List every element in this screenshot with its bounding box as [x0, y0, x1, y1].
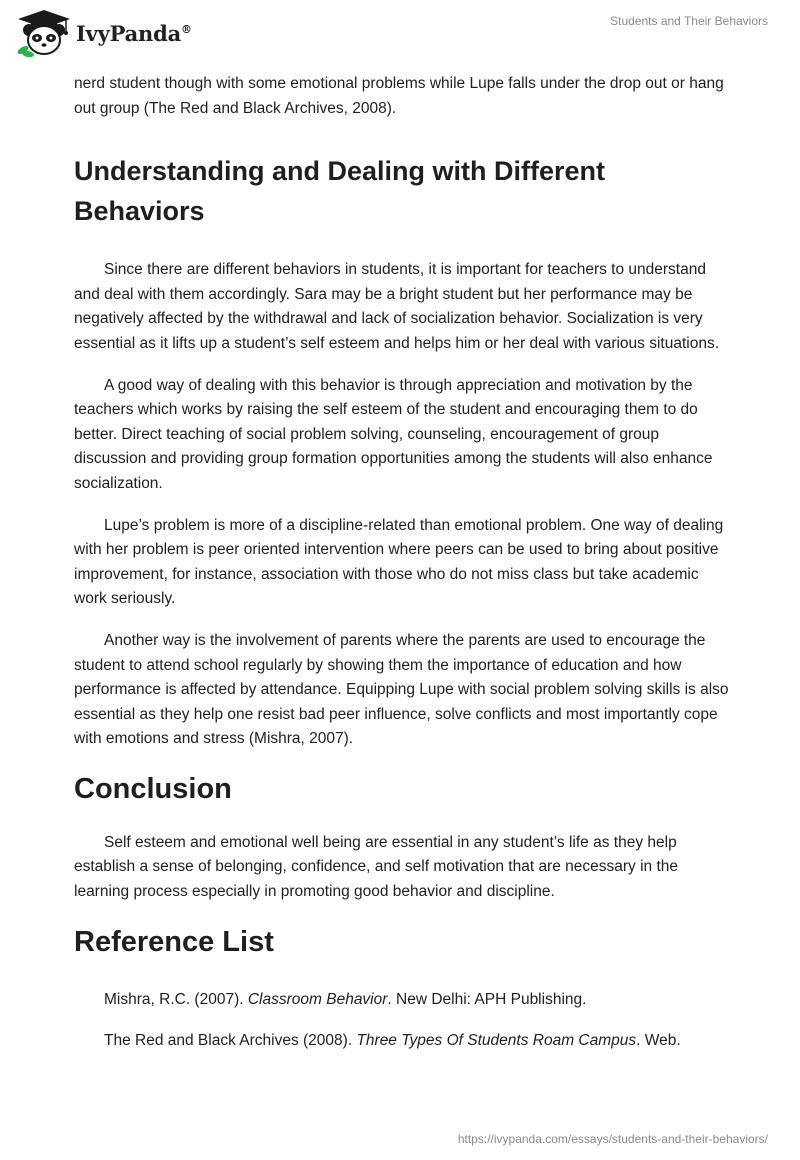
reference-item: The Red and Black Archives (2008). Three Types Of Students Roam Campus. Web. [104, 1032, 681, 1050]
paragraph: Lupe’s problem is more of a discipline-related than emotional problem. One way of dealing with her problem is peer oriented intervention where peers can be used to bring about positive improvement, for instance, association with those who do not miss class but take academic work seriously. [74, 516, 724, 608]
paragraph: A good way of dealing with this behavior is through appreciation and motivation by the teachers which works by raising the self esteem of the student and encouraging them to do better. Direct teaching of social problem solving, counseling, encouragement of group discussion and providing group formation opportunities among the students will also enhance socialization. [74, 376, 713, 492]
page-header [0, 0, 800, 64]
conclusion-paragraph: Self esteem and emotional well being are essential in any student’s life as they help establish a sense of belonging, confidence, and self motivation that are necessary in the learning process especially in promoting good behavior and discipline. [74, 833, 679, 901]
panda-graduation-cap-icon [14, 8, 74, 58]
reference-title: Classroom Behavior [247, 990, 388, 1008]
section-heading-references: Reference List [74, 925, 274, 958]
reference-item: Mishra, R.C. (2007). Classroom Behavior. New Delhi: APH Publishing. [104, 990, 587, 1008]
reference-title: Three Types Of Students Roam Campus [356, 1032, 637, 1050]
document-title: Students and Their Behaviors [610, 14, 768, 28]
essay-content [74, 72, 730, 1071]
section-heading-conclusion: Conclusion [74, 772, 232, 805]
intro-paragraph: nerd student though with some emotional problems while Lupe falls under the drop out or hang out group (The Red and Black Archives, 2008). [74, 75, 724, 117]
brand-name: IvyPanda® [76, 20, 192, 46]
section-heading-understanding: Understanding and Dealing with Different Behaviors [74, 156, 606, 227]
paragraph: Since there are different behaviors in students, it is important for teachers to understand and deal with them accordingly. Sara may be a bright student but her performance may be negatively affected by the withdrawal and lack of socialization behavior. Socialization is very essential as it lifts up a student’s self esteem and helps him or her deal with various situations. [74, 261, 720, 352]
paragraph: Another way is the involvement of parents where the parents are used to encourage the student to attend school regularly by showing them the importance of education and how performance is affected by attendance. Equipping Lupe with social problem solving skills is also essential as they help one resist bad peer influence, solve conflicts and most importantly cope with emotions and stress (Mishra, 2007). [74, 631, 729, 748]
source-url[interactable]: https://ivypanda.com/essays/students-and-their-behaviors/ [457, 1132, 768, 1146]
registered-mark: ® [181, 22, 192, 36]
ivypanda-logo[interactable] [14, 8, 204, 58]
